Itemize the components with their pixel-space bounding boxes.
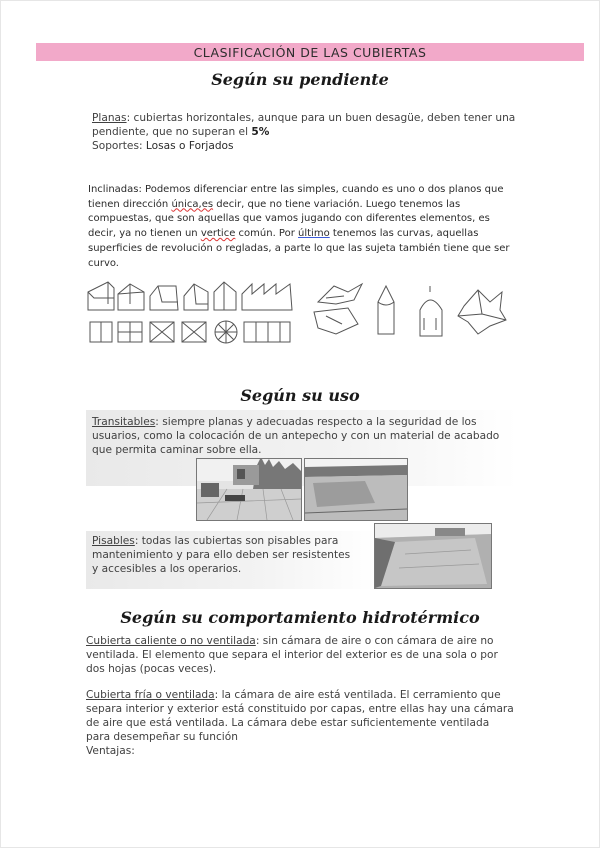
section-heading-uso: Según su uso xyxy=(240,386,360,405)
inclinadas-text-2: decir, que no tiene variación. Luego tenemos las compuestas, que son aquellas que vamos jugando con diferentes elementos, es decir, ya no tienen un xyxy=(88,198,490,240)
roof-types-illustration xyxy=(86,278,516,348)
cubierta-fria-term: Cubierta fría o ventilada xyxy=(86,689,215,701)
inclinadas-word-ultimo: último xyxy=(298,228,330,240)
cubierta-fria-text: : la cámara de aire está ventilada. El cerramiento que separa interior y exterior está constituido por capas, entre ellas hay una cámara de aire que está ventilada. La cámara debe estar suficientemente ventilada para desempeñar su función xyxy=(86,689,514,743)
planas-paragraph xyxy=(92,111,517,153)
ventajas-label: Ventajas: xyxy=(86,745,135,757)
pisable-roof-photo xyxy=(374,523,492,589)
inclinadas-word-vertice: vertice xyxy=(200,228,236,240)
transitables-text: : siempre planas y adecuadas respecto a la seguridad de los usuarios, como la colocación de un antepecho y con un material de acabado que permita caminar sobre ella. xyxy=(92,416,500,456)
page-title: CLASIFICACIÓN DE LAS CUBIERTAS xyxy=(36,43,584,61)
inclinadas-word-unica: única,es xyxy=(171,198,214,210)
flat-roof-photo xyxy=(304,458,408,521)
inclinadas-paragraph xyxy=(88,183,516,271)
inclinadas-text-3: común. Por xyxy=(235,228,299,240)
planas-pct: 5% xyxy=(251,126,270,138)
cubierta-caliente-text: : sin cámara de aire o con cámara de aire no ventilada. El elemento que separa el interior del exterior es de una sola o por dos hojas (pocas veces). xyxy=(86,635,498,675)
pisables-paragraph xyxy=(92,534,354,576)
soportes-value: Losas o Forjados xyxy=(145,140,234,152)
transitables-term: Transitables xyxy=(92,416,156,428)
inclinadas-text-4: tenemos las curvas, aquellas superficies de revolución o regladas, a parte lo que las sujeta también tiene que ser curvo. xyxy=(88,228,510,269)
planas-term: Planas xyxy=(92,112,127,124)
planas-text: : cubiertas horizontales, aunque para un buen desagüe, deben tener una pendiente, que no superan el xyxy=(92,112,516,138)
cubierta-fria-paragraph xyxy=(86,688,516,758)
soportes-label: Soportes: xyxy=(92,140,146,152)
cubierta-caliente-paragraph xyxy=(86,634,516,676)
section-heading-pendiente: Según su pendiente xyxy=(211,70,389,89)
transitables-paragraph xyxy=(92,415,517,457)
terrace-photo xyxy=(196,458,302,521)
pisables-term: Pisables xyxy=(92,535,135,547)
section-heading-higrotermico: Según su comportamiento hidrotérmico xyxy=(120,608,480,627)
cubierta-caliente-term: Cubierta caliente o no ventilada xyxy=(86,635,256,647)
pisables-text: : todas las cubiertas son pisables para mantenimiento y para ello deben ser resistentes y accesibles a los operarios. xyxy=(92,535,351,575)
inclinadas-text-1: Inclinadas: Podemos diferenciar entre las simples, cuando es uno o dos planos que tienen dirección xyxy=(88,184,504,210)
